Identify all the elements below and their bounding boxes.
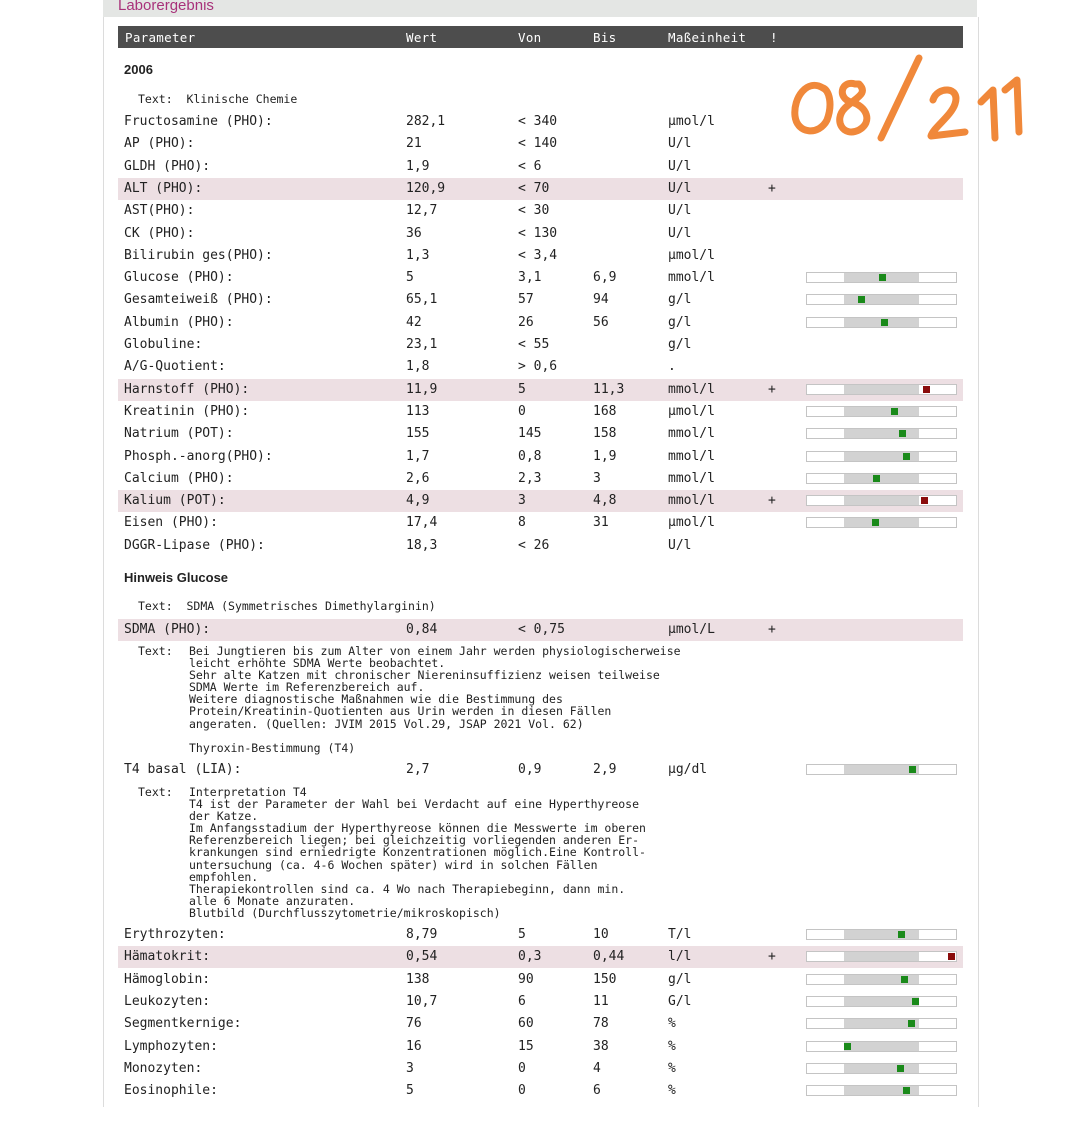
cell-einheit: mmol/l [668,493,715,509]
range-indicator-bar [806,384,957,395]
cell-wert: 42 [406,314,422,330]
cell-parameter: Fructosamine (PHO): [124,114,273,129]
table-header [118,26,963,48]
value-marker [912,998,919,1005]
cell-bis: 78 [593,1016,609,1032]
cell-bis: 11 [593,993,609,1009]
cell-wert: 23,1 [406,337,438,352]
cell-bis: 0,44 [593,949,625,965]
cell-wert: 5 [406,270,414,286]
cell-parameter: Calcium (PHO): [124,470,234,486]
value-marker [923,386,930,393]
cell-bis: 2,9 [593,762,617,777]
cell-von: 0,8 [518,448,542,464]
cell-parameter: Leukozyten: [124,993,211,1009]
range-indicator-bar [806,929,957,940]
value-marker [858,296,865,303]
cell-von: < 55 [518,337,550,352]
cell-parameter: SDMA (PHO): [124,622,211,637]
header-einheit: Maßeinheit [668,30,747,45]
cell-parameter: Hämoglobin: [124,971,211,987]
cell-einheit: µmol/l [668,515,715,531]
cell-parameter: T4 basal (LIA): [124,762,242,777]
cell-einheit: µmol/l [668,247,715,263]
reference-range-band [844,295,919,304]
value-marker [908,1020,915,1027]
text-label: Text: [138,785,173,799]
cell-parameter: Erythrozyten: [124,927,226,942]
reference-range-band [844,385,919,394]
cell-wert: 0,84 [406,622,438,637]
table-row [118,1013,963,1035]
cell-wert: 1,7 [406,448,430,464]
cell-einheit: µmol/l [668,114,715,129]
range-indicator-bar [806,764,957,775]
cell-von: < 30 [518,203,550,219]
cell-wert: 16 [406,1038,422,1054]
range-indicator-bar [806,272,957,283]
cell-von: 3 [518,493,526,509]
value-marker [897,1065,904,1072]
cell-parameter: GLDH (PHO): [124,158,211,174]
cell-bis: 150 [593,971,617,987]
table-row [118,111,963,133]
cell-von: < 6 [518,158,542,174]
table-row [118,289,963,311]
cell-parameter: Hämatokrit: [124,949,211,965]
cell-bis: 4 [593,1060,601,1076]
cell-wert: 2,7 [406,762,430,777]
cell-wert: 1,3 [406,247,430,263]
cell-bis: 1,9 [593,448,617,464]
cell-bis: 11,3 [593,381,625,397]
cell-bis: 94 [593,292,609,308]
cell-von: 2,3 [518,470,542,486]
range-indicator-bar [806,473,957,484]
cell-parameter: AP (PHO): [124,136,195,152]
table-row [118,1058,963,1080]
cell-von: 57 [518,292,534,308]
cell-einheit: % [668,1083,676,1099]
table-row [118,133,963,155]
value-marker [903,453,910,460]
table-row [118,178,963,200]
cell-einheit: % [668,1016,676,1032]
cell-bis: 6,9 [593,270,617,286]
cell-einheit: U/l [668,180,692,196]
cell-wert: 65,1 [406,292,438,308]
table-row [118,512,963,534]
cell-parameter: AST(PHO): [124,203,195,219]
value-marker [879,274,886,281]
cell-parameter: A/G-Quotient: [124,359,226,375]
cell-von: < 26 [518,537,550,553]
cell-parameter: Globuline: [124,337,203,352]
table-row [118,969,963,991]
range-indicator-bar [806,1018,957,1029]
text-label: Text: [138,92,173,106]
cell-wert: 1,9 [406,158,430,174]
table-row [118,946,963,968]
cell-von: 8 [518,515,526,531]
cell-parameter: Eisen (PHO): [124,515,218,531]
cell-von: 0 [518,1083,526,1099]
cell-einheit: mmol/l [668,270,715,286]
table-row [118,619,963,641]
header-flag: ! [770,30,778,45]
cell-bis: 158 [593,426,617,442]
window-titlebar [103,0,977,17]
table-row [118,223,963,245]
range-indicator-bar [806,517,957,528]
cell-von: 0 [518,1060,526,1076]
cell-einheit: U/l [668,225,692,241]
cell-von: 0,9 [518,762,542,777]
reference-range-band [844,429,919,438]
value-marker [891,408,898,415]
value-marker [872,519,879,526]
cell-von: < 70 [518,180,550,196]
table-row [118,490,963,512]
cell-parameter: Bilirubin ges(PHO): [124,247,273,263]
range-indicator-bar [806,294,957,305]
value-marker [898,931,905,938]
table-row [118,759,963,781]
value-marker [844,1043,851,1050]
cell-parameter: Harnstoff (PHO): [124,381,250,397]
cell-einheit: U/l [668,158,692,174]
cell-flag: + [768,180,776,196]
cell-wert: 0,54 [406,949,438,965]
cell-wert: 155 [406,426,430,442]
cell-von: < 340 [518,114,558,129]
table-row [118,379,963,401]
text-label: Text: [138,644,173,658]
cell-von: 5 [518,381,526,397]
cell-wert: 8,79 [406,927,438,942]
cell-einheit: mmol/l [668,426,715,442]
cell-von: 0 [518,403,526,419]
cell-flag: + [768,949,776,965]
reference-range-band [844,496,919,505]
cell-parameter: Monozyten: [124,1060,203,1076]
cell-wert: 76 [406,1016,422,1032]
cell-parameter: Glucose (PHO): [124,270,234,286]
cell-einheit: % [668,1038,676,1054]
cell-einheit: µmol/l [668,403,715,419]
cell-von: 6 [518,993,526,1009]
cell-von: > 0,6 [518,359,558,375]
cell-von: < 140 [518,136,558,152]
table-row [118,245,963,267]
cell-wert: 4,9 [406,493,430,509]
cell-einheit: l/l [668,949,692,965]
cell-von: 145 [518,426,542,442]
value-marker [899,430,906,437]
cell-bis: 38 [593,1038,609,1054]
table-row [118,535,963,557]
range-indicator-bar [806,451,957,462]
cell-von: < 0,75 [518,622,565,637]
cell-parameter: Segmentkernige: [124,1016,242,1032]
table-row [118,1036,963,1058]
range-indicator-bar [806,317,957,328]
reference-range-band [844,474,919,483]
cell-von: 90 [518,971,534,987]
table-row [118,156,963,178]
cell-einheit: U/l [668,537,692,553]
table-row [118,423,963,445]
reference-range-band [844,952,919,961]
cell-wert: 120,9 [406,180,446,196]
sdma-note-text: Bei Jungtieren bis zum Alter von einem Jahr werden physiologischerweise leicht erhöhte SDMA Werte beobachtet. Sehr alte Katzen mit chronischer Niereninsuffizienz weisen teilweise SDMA Werte im Referenzbereich auf. Weitere diagnostische Maßnahmen wie die Bestimmung des Protein/Kreatinin-Quotienten aus Urin werden in diesen Fällen angeraten. (Quellen: JVIM 2015 Vol.29, JSAP 2021 Vol. 62) Thyroxin-Bestimmung (T4) [189,644,681,755]
header-parameter: Parameter [125,30,196,45]
cell-von: 0,3 [518,949,542,965]
cell-bis: 3 [593,470,601,486]
cell-einheit: g/l [668,314,692,330]
range-indicator-bar [806,406,957,417]
range-indicator-bar [806,495,957,506]
cell-parameter: Albumin (PHO): [124,314,234,330]
section-title-2006: 2006 [124,62,153,77]
cell-einheit: mmol/l [668,470,715,486]
text-value: SDMA (Symmetrisches Dimethylarginin) [186,599,436,613]
cell-von: 15 [518,1038,534,1054]
cell-einheit: G/l [668,993,692,1009]
reference-range-band [844,997,919,1006]
cell-von: < 3,4 [518,247,558,263]
cell-einheit: % [668,1060,676,1076]
table-row [118,334,963,356]
cell-einheit: µmol/L [668,622,715,637]
cell-wert: 282,1 [406,114,446,129]
cell-wert: 18,3 [406,537,438,553]
cell-parameter: Kalium (POT): [124,493,226,509]
cell-bis: 168 [593,403,617,419]
table-row [118,1080,963,1102]
cell-einheit: g/l [668,337,692,352]
cell-wert: 113 [406,403,430,419]
cell-bis: 56 [593,314,609,330]
reference-range-band [844,518,919,527]
range-indicator-bar [806,974,957,985]
text-label: Text: [138,599,173,613]
cell-parameter: DGGR-Lipase (PHO): [124,537,265,553]
cell-parameter: Kreatinin (PHO): [124,403,250,419]
value-marker [901,976,908,983]
header-wert: Wert [406,30,438,45]
table-row [118,356,963,378]
cell-einheit: g/l [668,292,692,308]
cell-parameter: Natrium (POT): [124,426,234,442]
cell-von: < 130 [518,225,558,241]
cell-bis: 4,8 [593,493,617,509]
cell-bis: 10 [593,927,609,942]
table-row [118,924,963,946]
table-row [118,468,963,490]
header-bis: Bis [593,30,617,45]
table-row [118,401,963,423]
range-indicator-bar [806,996,957,1007]
cell-parameter: Gesamteiweiß (PHO): [124,292,273,308]
cell-wert: 2,6 [406,470,430,486]
reference-range-band [844,407,919,416]
cell-von: 60 [518,1016,534,1032]
cell-wert: 138 [406,971,430,987]
cell-einheit: g/l [668,971,692,987]
cell-von: 26 [518,314,534,330]
window-title: Laborergebnis [118,0,214,14]
table-row [118,312,963,334]
cell-einheit: mmol/l [668,381,715,397]
reference-range-band [844,1064,919,1073]
cell-wert: 36 [406,225,422,241]
value-marker [921,497,928,504]
cell-parameter: CK (PHO): [124,225,195,241]
cell-flag: + [768,381,776,397]
cell-von: 5 [518,927,526,942]
value-marker [881,319,888,326]
cell-wert: 21 [406,136,422,152]
table-row [118,267,963,289]
range-indicator-bar [806,428,957,439]
text-value: Klinische Chemie [186,92,298,106]
range-indicator-bar [806,1063,957,1074]
section-text-2006 [138,92,297,106]
cell-wert: 11,9 [406,381,438,397]
cell-parameter: Eosinophile: [124,1083,218,1099]
cell-parameter: ALT (PHO): [124,180,203,196]
header-von: Von [518,30,542,45]
cell-wert: 17,4 [406,515,438,531]
t4-note-text: Interpretation T4 T4 ist der Parameter der Wahl bei Verdacht auf eine Hyperthyreose der Katze. Im Anfangsstadium der Hyperthyreose können die Messwerte im oberen Referenzbereich liegen; bei gleichzeitig vorliegenden anderen Er- krankungen sind erniedrigte Konzentrationen möglich.Eine Kontroll- untersuchung (ca. 4-6 Wochen später) wird in solchen Fällen empfohlen. Therapiekontrollen sind ca. 4 Wo nach Therapiebeginn, dann min. alle 6 Monate anzuraten. Blutbild (Durchflusszytometrie/mikroskopisch) [189,785,646,920]
cell-bis: 31 [593,515,609,531]
range-indicator-bar [806,951,957,962]
cell-einheit: U/l [668,203,692,219]
cell-einheit: µg/dl [668,762,708,777]
reference-range-band [844,1042,919,1051]
cell-wert: 1,8 [406,359,430,375]
cell-wert: 10,7 [406,993,438,1009]
cell-bis: 6 [593,1083,601,1099]
cell-einheit: . [668,359,676,375]
cell-einheit: U/l [668,136,692,152]
cell-einheit: mmol/l [668,448,715,464]
cell-flag: + [768,493,776,509]
table-row [118,200,963,222]
table-row [118,991,963,1013]
cell-von: 3,1 [518,270,542,286]
reference-range-band [844,930,919,939]
cell-parameter: Lymphozyten: [124,1038,218,1054]
table-row [118,446,963,468]
section-text-sdma [138,599,436,613]
value-marker [909,766,916,773]
cell-einheit: T/l [668,927,692,942]
range-indicator-bar [806,1041,957,1052]
value-marker [873,475,880,482]
section-title-glucose: Hinweis Glucose [124,570,229,585]
range-indicator-bar [806,1085,957,1096]
value-marker [903,1087,910,1094]
cell-wert: 12,7 [406,203,438,219]
cell-parameter: Phosph.-anorg(PHO): [124,448,273,464]
cell-wert: 5 [406,1083,414,1099]
cell-wert: 3 [406,1060,414,1076]
cell-flag: + [768,622,776,637]
value-marker [948,953,955,960]
